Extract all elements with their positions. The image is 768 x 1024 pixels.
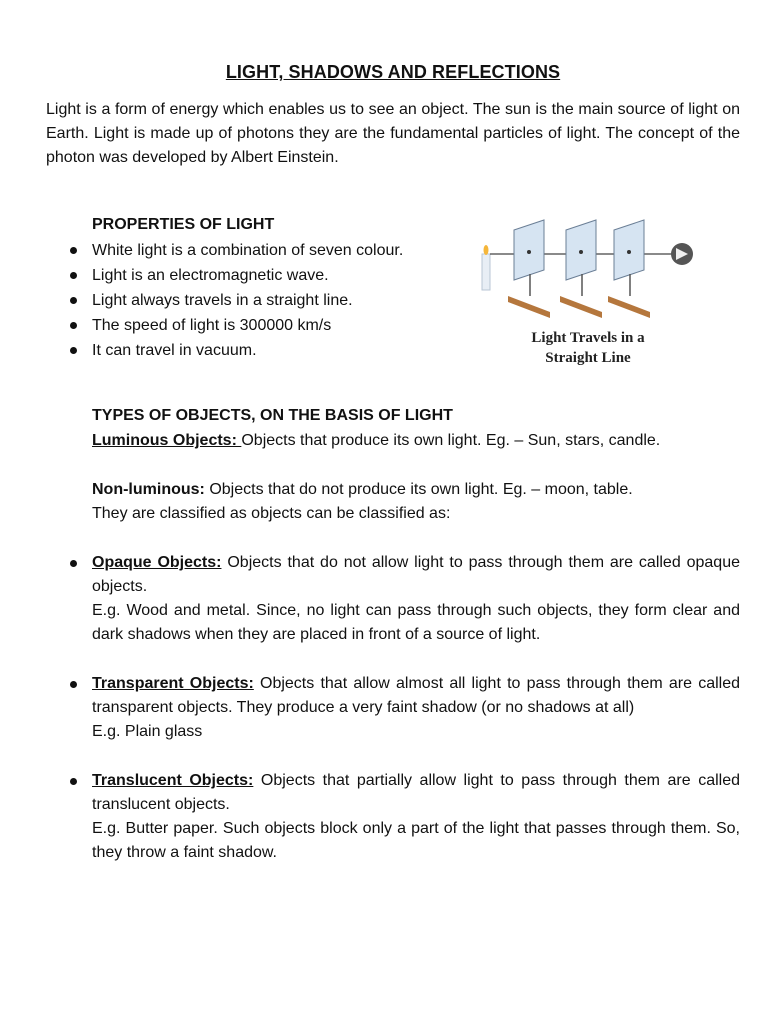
bullet-icon: [70, 681, 77, 688]
transparent-label: Transparent Objects:: [92, 675, 254, 692]
light-straight-line-figure: [474, 212, 714, 372]
screen-2: [560, 220, 602, 318]
list-item: White light is a combination of seven colour.: [46, 238, 466, 263]
bullet-icon: [70, 778, 77, 785]
list-item: It can travel in vacuum.: [46, 338, 466, 363]
nonluminous-label: Non-luminous:: [92, 481, 205, 498]
eye-icon: [671, 243, 693, 265]
properties-list: [46, 238, 466, 363]
transparent-example: E.g. Plain glass: [92, 723, 203, 740]
bullet-icon: [70, 560, 77, 567]
bullet-icon: [70, 247, 77, 254]
luminous-text: Objects that produce its own light. Eg. – Sun, stars, candle.: [241, 432, 661, 449]
luminous-definition: [92, 429, 752, 453]
transparent-item: [46, 672, 740, 744]
list-item: Light always travels in a straight line.: [46, 288, 466, 313]
translucent-example: E.g. Butter paper. Such objects block only a part of the light that passes through them. So, they throw a faint shadow.: [92, 820, 740, 861]
bullet-icon: [70, 297, 77, 304]
list-item: Light is an electromagnetic wave.: [46, 263, 466, 288]
luminous-label: Luminous Objects:: [92, 432, 242, 449]
screen-1: [508, 220, 550, 318]
bullet-icon: [70, 272, 77, 279]
opaque-example: E.g. Wood and metal. Since, no light can pass through such objects, they form clear and dark shadows when they are placed in front of a source of light.: [92, 602, 740, 643]
figure-caption-line2: Straight Line: [545, 350, 631, 366]
transparent-text: Objects that allow almost all light to pass through them are called transparent objects. They produce a very faint shadow (or no shadows at all): [92, 675, 741, 716]
translucent-item: [46, 769, 740, 865]
translucent-label: Translucent Objects:: [92, 772, 254, 789]
figure-caption-line1: Light Travels in a: [531, 330, 645, 346]
opaque-item: [46, 551, 740, 647]
nonluminous-text: Objects that do not produce its own light. Eg. – moon, table.: [204, 481, 633, 498]
nonluminous-definition: [92, 478, 752, 502]
types-heading: TYPES OF OBJECTS, ON THE BASIS OF LIGHT: [92, 407, 453, 424]
figure-illustration: [474, 212, 714, 372]
classified-text: They are classified as objects can be classified as:: [92, 505, 451, 522]
intro-paragraph: Light is a form of energy which enables us to see an object. The sun is the main source of light on Earth. Light is made up of photons they are the fundamental particles of light. The concept of the photon was developed by Albert Einstein.: [46, 101, 740, 166]
page-title: LIGHT, SHADOWS AND REFLECTIONS: [225, 62, 561, 82]
bullet-icon: [70, 322, 77, 329]
candle-icon: [482, 245, 490, 290]
screen-3: [608, 220, 650, 318]
opaque-label: Opaque Objects:: [92, 554, 222, 571]
opaque-text: Objects that do not allow light to pass through them are called opaque objects.: [92, 554, 740, 595]
translucent-text: Objects that partially allow light to pass through them are called translucent objects.: [92, 772, 740, 813]
properties-heading: PROPERTIES OF LIGHT: [92, 216, 275, 233]
list-item: The speed of light is 300000 km/s: [46, 313, 466, 338]
bullet-icon: [70, 347, 77, 354]
